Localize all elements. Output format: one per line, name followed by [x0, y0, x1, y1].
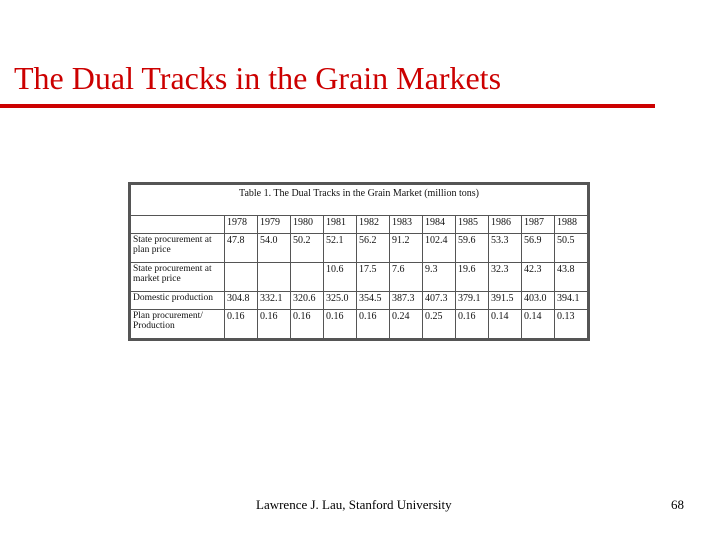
table-cell: 0.16: [225, 309, 258, 338]
corner-cell: [131, 216, 225, 234]
year-header: 1987: [522, 216, 555, 234]
table-cell: 47.8: [225, 233, 258, 262]
year-header: 1981: [324, 216, 357, 234]
table-image: [128, 182, 590, 341]
year-header: 1979: [258, 216, 291, 234]
grain-market-table: [130, 184, 588, 339]
page-number: 68: [671, 497, 684, 512]
slide-title: The Dual Tracks in the Grain Markets: [14, 60, 502, 96]
table-cell: 407.3: [423, 292, 456, 310]
year-header: 1980: [291, 216, 324, 234]
table-cell: 9.3: [423, 262, 456, 291]
table-cell: 0.16: [291, 309, 324, 338]
table-cell: 0.24: [390, 309, 423, 338]
year-header: 1983: [390, 216, 423, 234]
table-cell: 0.14: [489, 309, 522, 338]
table-cell: 379.1: [456, 292, 489, 310]
table-cell: 7.6: [390, 262, 423, 291]
table-cell: 0.16: [357, 309, 390, 338]
table-cell: 320.6: [291, 292, 324, 310]
table-cell: 10.6: [324, 262, 357, 291]
table-cell: [225, 262, 258, 291]
table-cell: 394.1: [555, 292, 588, 310]
table-cell: 56.2: [357, 233, 390, 262]
table-cell: 403.0: [522, 292, 555, 310]
table-row: [131, 233, 588, 262]
table-cell: 50.5: [555, 233, 588, 262]
table-cell: 59.6: [456, 233, 489, 262]
table-cell: 91.2: [390, 233, 423, 262]
table-cell: 19.6: [456, 262, 489, 291]
table-cell: [291, 262, 324, 291]
table-row: [131, 262, 588, 291]
table-cell: 391.5: [489, 292, 522, 310]
table-cell: 0.13: [555, 309, 588, 338]
year-header: 1985: [456, 216, 489, 234]
table-cell: 0.16: [258, 309, 291, 338]
row-label: Plan procurement/ Production: [131, 309, 225, 338]
table-cell: 387.3: [390, 292, 423, 310]
table-cell: 54.0: [258, 233, 291, 262]
table-cell: 0.16: [324, 309, 357, 338]
year-header: 1988: [555, 216, 588, 234]
row-label: Domestic production: [131, 292, 225, 310]
year-header-row: [131, 216, 588, 234]
table-cell: 52.1: [324, 233, 357, 262]
table-cell: 354.5: [357, 292, 390, 310]
table-cell: 304.8: [225, 292, 258, 310]
year-header: 1986: [489, 216, 522, 234]
table-cell: 325.0: [324, 292, 357, 310]
table-cell: 0.25: [423, 309, 456, 338]
table-cell: [258, 262, 291, 291]
table-cell: 102.4: [423, 233, 456, 262]
row-label: State procurement at plan price: [131, 233, 225, 262]
table-cell: 332.1: [258, 292, 291, 310]
table-cell: 56.9: [522, 233, 555, 262]
table-cell: 0.16: [456, 309, 489, 338]
table-cell: 17.5: [357, 262, 390, 291]
table-row: [131, 309, 588, 338]
table-caption: Table 1. The Dual Tracks in the Grain Market (million tons): [131, 185, 588, 216]
table-cell: 43.8: [555, 262, 588, 291]
year-header: 1984: [423, 216, 456, 234]
table-cell: 53.3: [489, 233, 522, 262]
year-header: 1978: [225, 216, 258, 234]
table-cell: 0.14: [522, 309, 555, 338]
table-cell: 32.3: [489, 262, 522, 291]
table-row: [131, 292, 588, 310]
footer-credit: Lawrence J. Lau, Stanford University: [256, 497, 452, 512]
title-underline: [0, 104, 655, 108]
year-header: 1982: [357, 216, 390, 234]
table-caption-row: [131, 185, 588, 216]
table-cell: 50.2: [291, 233, 324, 262]
table-cell: 42.3: [522, 262, 555, 291]
row-label: State procurement at market price: [131, 262, 225, 291]
